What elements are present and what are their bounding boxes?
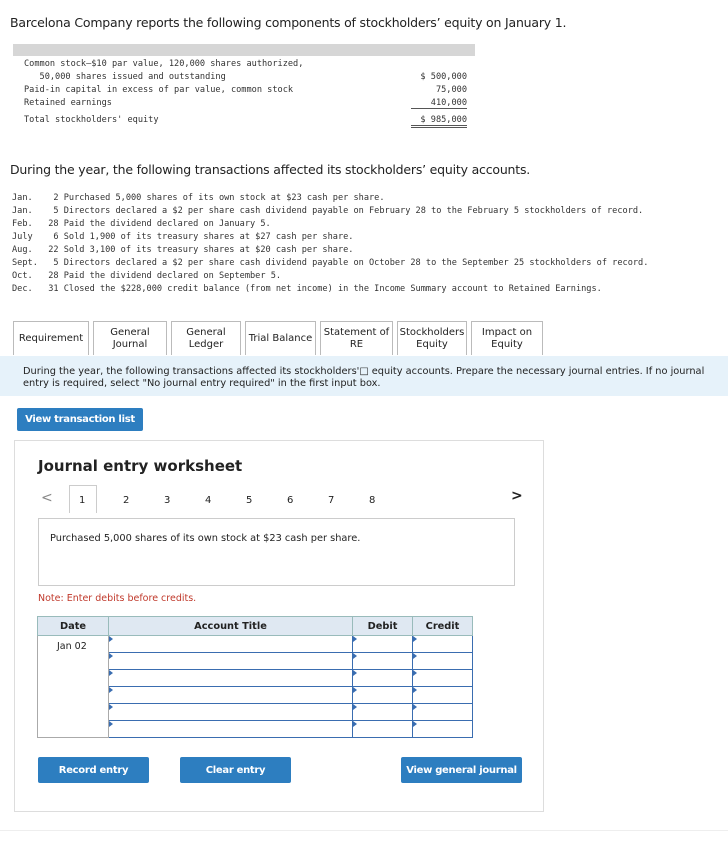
page-tab-5[interactable]: 5 [246, 495, 253, 506]
credit-input[interactable] [413, 670, 473, 687]
equity-row-value: 410,000 [411, 98, 467, 109]
credit-input[interactable] [413, 721, 473, 738]
page-tab-6[interactable]: 6 [287, 495, 294, 506]
column-header-debit: Debit [353, 617, 413, 636]
journal-worksheet [14, 440, 544, 812]
worksheet-title: Journal entry worksheet [38, 457, 243, 475]
equity-row-label: Retained earnings [24, 98, 112, 108]
transaction-line: Jan. 5 Directors declared a $2 per share cash dividend payable on February 28 to the February 5 stockholders of record. [12, 206, 644, 216]
transaction-description: Purchased 5,000 shares of its own stock at $23 cash per share. [38, 518, 515, 586]
account-title-input[interactable] [109, 636, 353, 653]
transaction-line: Jan. 2 Purchased 5,000 shares of its own stock at $23 cash per share. [12, 193, 385, 203]
account-title-input[interactable] [109, 687, 353, 704]
equity-row-value: $ 500,000 [420, 72, 467, 82]
page-tab-8[interactable]: 8 [369, 495, 376, 506]
tab-general-ledger[interactable]: General Ledger [171, 321, 241, 355]
transaction-line: Sept. 5 Directors declared a $2 per share cash dividend payable on October 28 to the September 25 stockholders of record. [12, 258, 649, 268]
account-title-input[interactable] [109, 721, 353, 738]
equity-header-bar [13, 44, 475, 56]
debit-input[interactable] [353, 687, 413, 704]
footer-divider [0, 830, 728, 831]
record-entry-button[interactable]: Record entry [38, 757, 149, 783]
tab-stockholders-equity[interactable]: Stockholders Equity [397, 321, 467, 355]
instruction-text: During the year, the following transactions affected its stockholders'□ equity accounts. Prepare the necessary journal entries. If no journal entry is required, select "No journal entry required" in the first input box. [0, 356, 728, 396]
credit-input[interactable] [413, 653, 473, 670]
debit-input[interactable] [353, 653, 413, 670]
transaction-line: Oct. 28 Paid the dividend declared on September 5. [12, 271, 282, 281]
date-cell: Jan 02 [38, 636, 109, 738]
tab-statement-re[interactable]: Statement of RE [320, 321, 393, 355]
tab-trial-balance[interactable]: Trial Balance [245, 321, 316, 355]
requirement-tabs [13, 321, 547, 355]
during-heading: During the year, the following transactions affected its stockholders’ equity accounts. [10, 162, 531, 177]
page-tab-7[interactable]: 7 [328, 495, 335, 506]
page-tab-2[interactable]: 2 [123, 495, 130, 506]
column-header-account: Account Title [109, 617, 353, 636]
next-page-icon[interactable]: > [511, 488, 523, 504]
credit-input[interactable] [413, 636, 473, 653]
transaction-line: July 6 Sold 1,900 of its treasury shares at $27 cash per share. [12, 232, 354, 242]
debit-credit-note: Note: Enter debits before credits. [38, 593, 197, 604]
page-tab-3[interactable]: 3 [164, 495, 171, 506]
column-header-date: Date [38, 617, 109, 636]
view-general-journal-button[interactable]: View general journal [401, 757, 522, 783]
account-title-input[interactable] [109, 670, 353, 687]
account-title-input[interactable] [109, 704, 353, 721]
equity-row-value: 75,000 [435, 85, 467, 95]
equity-row-label: 50,000 shares issued and outstanding [24, 72, 226, 82]
intro-text: Barcelona Company reports the following components of stockholders’ equity on January 1. [10, 15, 567, 30]
equity-table [13, 44, 475, 131]
view-transaction-list-button[interactable]: View transaction list [17, 408, 143, 431]
column-header-credit: Credit [413, 617, 473, 636]
tab-impact-equity[interactable]: Impact on Equity [471, 321, 543, 355]
transaction-line: Dec. 31 Closed the $228,000 credit balance (from net income) in the Income Summary account to Retained Earnings. [12, 284, 602, 294]
journal-entry-table [37, 616, 473, 738]
equity-row-value: $ 985,000 [411, 115, 467, 128]
equity-row-label: Total stockholders' equity [24, 115, 159, 125]
debit-input[interactable] [353, 721, 413, 738]
clear-entry-button[interactable]: Clear entry [180, 757, 291, 783]
credit-input[interactable] [413, 687, 473, 704]
equity-row-label: Common stock—$10 par value, 120,000 shares authorized, [24, 59, 304, 69]
credit-input[interactable] [413, 704, 473, 721]
debit-input[interactable] [353, 636, 413, 653]
equity-row-label: Paid-in capital in excess of par value, common stock [24, 85, 294, 95]
page-tab-1[interactable]: 1 [79, 495, 86, 506]
tab-requirement[interactable]: Requirement [13, 321, 89, 355]
prev-page-icon[interactable]: < [41, 490, 53, 506]
transaction-line: Aug. 22 Sold 3,100 of its treasury shares at $20 cash per share. [12, 245, 354, 255]
page-tab-4[interactable]: 4 [205, 495, 212, 506]
debit-input[interactable] [353, 670, 413, 687]
account-title-input[interactable] [109, 653, 353, 670]
debit-input[interactable] [353, 704, 413, 721]
tab-general-journal[interactable]: General Journal [93, 321, 167, 355]
transaction-line: Feb. 28 Paid the dividend declared on January 5. [12, 219, 271, 229]
